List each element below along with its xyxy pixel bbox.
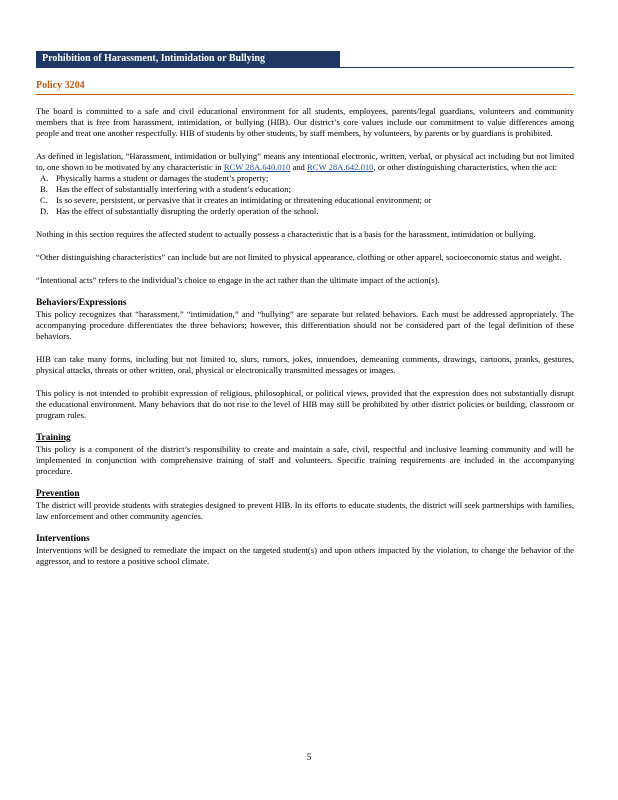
- acts-list: [36, 173, 574, 217]
- behaviors-paragraph-2: HIB can take many forms, including but not limited to, slurs, rumors, jokes, innuendoes, demeaning comments, drawings, cartoons, pranks, gestures, physical attacks, threats or other written, oral, physical or electronically transmitted messages or images.: [36, 354, 574, 375]
- list-item-text: Has the effect of substantially disrupting the orderly operation of the school.: [56, 206, 319, 216]
- behaviors-paragraph-1: This policy recognizes that “harassment,” “intimidation,” and “bullying” are separate but related behaviors. Each must be addressed appropriately. The accompanying procedure differentiates the three behaviors; however, this differentiation should not be considered part of the legal definition of these behaviors.: [36, 309, 574, 341]
- list-item: [36, 195, 574, 206]
- interventions-heading: Interventions: [36, 534, 90, 544]
- intro-paragraph-1: The board is committed to a safe and civil educational environment for all students, employees, parents/legal guardians, volunteers and community members that is free from harassment, intimidation, or bullying (HIB). Our district’s core values include our commitment to value differences among people and treat one another respectfully. HIB of students by other students, by staff members, by volunteers, by parents or by guardians is prohibited.: [36, 106, 574, 138]
- behaviors-heading: Behaviors/Expressions: [36, 298, 127, 308]
- intro-paragraph-3: Nothing in this section requires the affected student to actually possess a characteristic that is a basis for the harassment, intimidation or bullying.: [36, 229, 536, 239]
- list-marker: C.: [40, 195, 48, 205]
- policy-title: Prohibition of Harassment, Intimidation or Bullying: [36, 51, 340, 67]
- list-item-text: Physically harms a student or damages the student’s property;: [56, 173, 269, 183]
- training-paragraph: This policy is a component of the district’s responsibility to create and maintain a safe, civil, respectful and inclusive learning community and will be implemented in conjunction with comprehensive training of staff and volunteers. Specific training requirements are included in the accompanying procedure.: [36, 444, 574, 476]
- rcw-link-642[interactable]: RCW 28A.642.010: [307, 162, 374, 172]
- policy-number: Policy 3204: [36, 80, 85, 91]
- policy-body: [36, 106, 574, 579]
- training-heading: Training: [36, 433, 71, 443]
- list-item-text: Has the effect of substantially interfering with a student’s education;: [56, 184, 291, 194]
- definition-text-end: , or other distinguishing characteristics, when the act:: [373, 162, 557, 172]
- list-marker: A.: [40, 173, 49, 183]
- title-rule: [36, 67, 574, 68]
- list-marker: B.: [40, 184, 48, 194]
- policy-rule: [36, 94, 574, 95]
- list-item: [36, 184, 574, 195]
- list-item-text: Is so severe, persistent, or pervasive that it creates an intimidating or threatening educational environment; or: [56, 195, 432, 205]
- prevention-heading: Prevention: [36, 489, 80, 499]
- definition-text: As defined in legislation, “Harassment, intimidation or bullying” means any intentional electronic, written, verbal, or physical act including but not limited to, one shown to be motivated by any characteristic in: [36, 151, 574, 172]
- intro-paragraph-4: “Other distinguishing characteristics” can include but are not limited to physical appearance, clothing or other apparel, socioeconomic status and weight.: [36, 252, 562, 262]
- prevention-paragraph: The district will provide students with strategies designed to prevent HIB. In its efforts to educate students, the district will seek partnerships with families, law enforcement and other community agencies.: [36, 500, 574, 521]
- list-item: [36, 173, 574, 184]
- rcw-link-640[interactable]: RCW 28A.640.010: [223, 162, 291, 172]
- list-marker: D.: [40, 206, 49, 216]
- intro-paragraph-5: “Intentional acts” refers to the individual’s choice to engage in the act rather than the ultimate impact of the action(s).: [36, 275, 440, 285]
- page-number: 5: [306, 752, 312, 762]
- behaviors-paragraph-3: This policy is not intended to prohibit expression of religious, philosophical, or political views, provided that the expression does not substantially disrupt the educational environment. Many behaviors that do not rise to the level of HIB may still be prohibited by other district policies or building, classroom or program rules.: [36, 388, 574, 420]
- intro-paragraph-2: [36, 151, 574, 173]
- list-item: [36, 206, 574, 217]
- definition-and: and: [292, 162, 305, 172]
- interventions-paragraph: Interventions will be designed to remediate the impact on the targeted student(s) and upon others impacted by the violation, to change the behavior of the aggressor, and to restore a positive school climate.: [36, 545, 574, 566]
